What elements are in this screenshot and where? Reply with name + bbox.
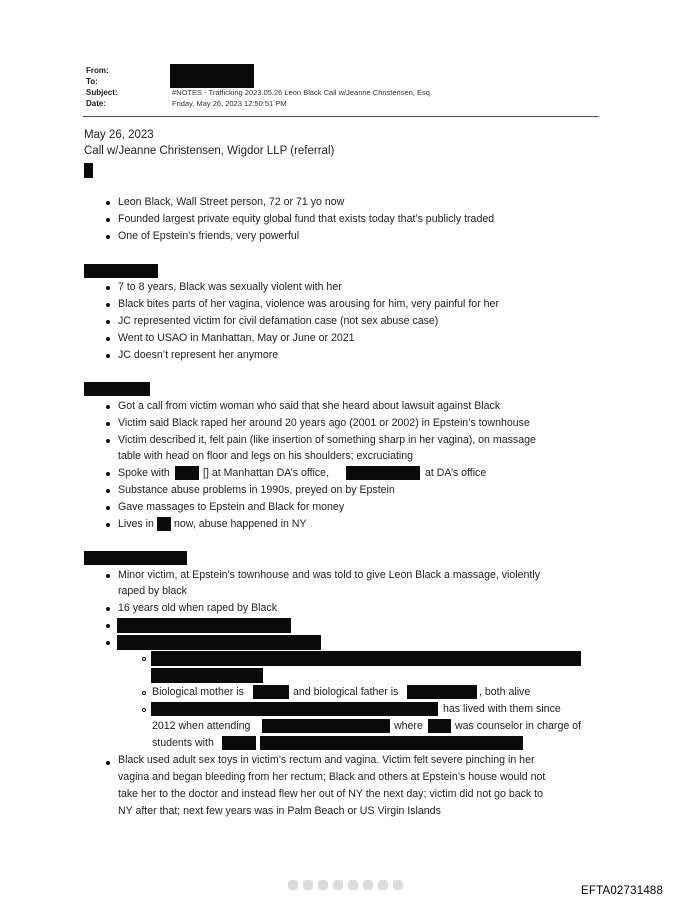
header-divider [83,116,599,117]
bullet [106,337,110,341]
bullet [106,201,110,205]
call-description: Call w/Jeanne Christensen, Wigdor LLP (referral) [84,145,335,157]
sub-item-part: students with [152,737,214,749]
redaction-block [346,466,420,480]
bullet [106,641,110,645]
list-item-continuation: NY after that; next few years was in Palm Beach or US Virgin Islands [118,805,441,817]
bullet [106,320,110,324]
list-item: JC doesn’t represent her anymore [118,349,279,361]
list-item: Got a call from victim woman who said that she heard about lawsuit against Black [118,400,501,412]
redacted-heading [84,551,187,565]
list-item: 16 years old when raped by Black [118,602,277,614]
bates-number: EFTA02731488 [581,885,664,897]
list-item: Minor victim, at Epstein’s townhouse and was told to give Leon Black a massage, violently [118,569,541,581]
list-item: Leon Black, Wall Street person, 72 or 71 yo now [118,196,345,208]
bullet [106,286,110,290]
redaction-block [407,685,477,699]
list-item: Black used adult sex toys in victim’s rectum and vagina. Victim felt severe pinching in her [118,754,535,766]
bullet [106,523,110,527]
list-item-part: now, abuse happened in NY [174,518,307,530]
sub-item-part: where [394,720,423,732]
list-item: 7 to 8 years, Black was sexually violent with her [118,281,342,293]
redacted-heading [84,264,158,278]
list-item-continuation: vagina and began bleeding from her rectum; Black and others at Epstein’s house would not [118,771,546,783]
list-item: Substance abuse problems in 1990s, preyed on by Epstein [118,484,395,496]
sub-bullet [142,691,146,695]
redaction-block [428,719,451,733]
sub-bullet [142,657,146,661]
bullet [106,439,110,443]
redaction-block [151,702,438,716]
list-item: One of Epstein’s friends, very powerful [118,230,300,242]
redaction-block [260,736,523,750]
list-item: Went to USAO in Manhattan, May or June or 2021 [118,332,355,344]
email-subject: #NOTES - Trafficking 2023.05.26 Leon Black Call w/Jeanne Christensen, Esq. [172,88,432,97]
list-item: Black bites parts of her vagina, violence was arousing for him, very painful for her [118,298,499,310]
redaction-block [157,517,171,531]
subject-label: Subject: [86,88,118,97]
list-item-continuation: raped by black [118,585,187,597]
list-item: Victim said Black raped her around 20 years ago (2001 or 2002) in Epstein’s townhouse [118,417,530,429]
bullet [106,489,110,493]
list-item-part: [] at Manhattan DA’s office, [203,467,330,479]
bullet [106,624,110,628]
sub-item-part: Biological mother is [152,686,244,698]
redacted-list-item [117,635,321,650]
bullet [106,405,110,409]
email-date: Friday, May 26, 2023 12:50:51 PM [172,99,287,108]
list-item-part: Lives in [118,518,154,530]
redaction-block [84,163,93,178]
bullet [106,506,110,510]
sub-item-part: and biological father is [293,686,399,698]
list-item: Victim described it, felt pain (like insertion of something sharp in her vagina), on massage [118,434,536,446]
notes-date: May 26, 2023 [84,129,154,141]
redacted-sub-item [151,651,581,666]
list-item-part: at DA’s office [425,467,487,479]
bullet [106,472,110,476]
bullet [106,761,110,765]
bullet [106,235,110,239]
bullet [106,422,110,426]
sub-item-part: was counselor in charge of [455,720,582,732]
redaction-block [253,685,289,699]
list-item: Gave massages to Epstein and Black for money [118,501,345,513]
redacted-heading [84,382,150,396]
redaction-block [222,736,256,750]
list-item: Founded largest private equity global fund that exists today that’s publicly traded [118,213,495,225]
bullet [106,607,110,611]
bullet [106,303,110,307]
redaction-block [170,64,254,88]
list-item: JC represented victim for civil defamation case (not sex abuse case) [118,315,439,327]
bullet [106,218,110,222]
list-item-continuation: table with head on floor and legs on his shoulders; excruciating [118,450,414,462]
bullet [106,354,110,358]
redaction-block [175,466,199,480]
sub-item-part: has lived with them since [443,703,561,715]
from-label: From: [86,66,109,75]
redacted-list-item [117,618,291,633]
redaction-block [151,668,263,683]
list-item-continuation: take her to the doctor and instead flew her out of NY the next day; victim did not go back to [118,788,543,800]
bullet [106,574,110,578]
sub-item-part: 2012 when attending [152,720,251,732]
list-item-part: Spoke with [118,467,170,479]
redaction-block [262,719,390,733]
sub-item-part: , both alive [479,686,531,698]
sub-bullet [142,708,146,712]
to-label: To: [86,77,98,86]
date-label: Date: [86,99,107,108]
